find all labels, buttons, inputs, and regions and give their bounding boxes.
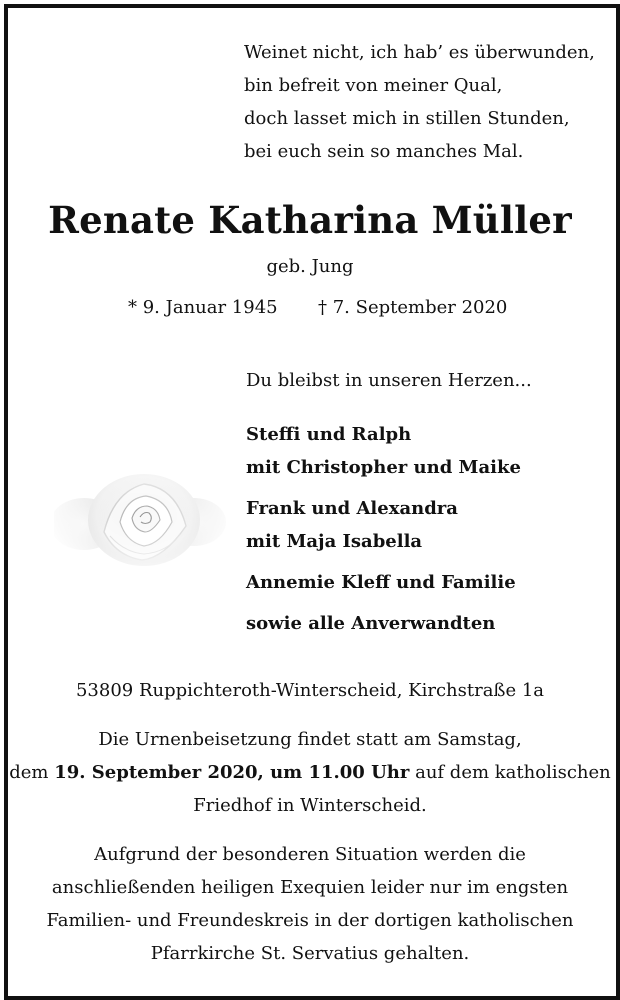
funeral-line: Die Urnenbeisetzung findet statt am Samstag, bbox=[98, 729, 522, 750]
funeral-date-time: 19. September 2020, um 11.00 Uhr bbox=[54, 762, 410, 783]
funeral-line-suffix: auf dem katholischen bbox=[409, 762, 611, 783]
poem-line: Weinet nicht, ich hab’ es überwunden, bbox=[244, 42, 595, 63]
mourner-line: Frank und Alexandra bbox=[246, 498, 458, 519]
mourners-subtitle: Du bleibst in unseren Herzen... bbox=[246, 370, 532, 391]
rose-image bbox=[54, 462, 226, 570]
maiden-name: geb. Jung bbox=[266, 256, 354, 277]
notice-line: Pfarrkirche St. Servatius gehalten. bbox=[150, 943, 470, 964]
death-date: † 7. September 2020 bbox=[318, 297, 508, 318]
mourner-line: mit Christopher und Maike bbox=[246, 457, 521, 478]
poem bbox=[244, 36, 594, 168]
notice-line: anschließenden heiligen Exequien leider nur im engsten bbox=[51, 877, 569, 898]
deceased-name: Renate Katharina Müller bbox=[48, 198, 572, 242]
notice-line: Aufgrund der besonderen Situation werden die bbox=[94, 844, 526, 865]
funeral-line-prefix: dem bbox=[9, 762, 55, 783]
poem-line: bei euch sein so manches Mal. bbox=[244, 141, 524, 162]
notice-line: Familien- und Freundeskreis in der dortigen katholischen bbox=[46, 910, 574, 931]
funeral-line: Friedhof in Winterscheid. bbox=[193, 795, 427, 816]
mourner-line: mit Maja Isabella bbox=[246, 531, 423, 552]
mourner-line: sowie alle Anverwandten bbox=[246, 613, 496, 634]
poem-line: bin befreit von meiner Qual, bbox=[244, 75, 503, 96]
mourner-line: Annemie Kleff und Familie bbox=[246, 572, 516, 593]
poem-line: doch lasset mich in stillen Stunden, bbox=[244, 108, 570, 129]
address: 53809 Ruppichteroth-Winterscheid, Kirchstraße 1a bbox=[75, 680, 545, 701]
funeral-line-date bbox=[0, 762, 620, 783]
mourner-line: Steffi und Ralph bbox=[246, 424, 412, 445]
birth-date: * 9. Januar 1945 bbox=[128, 297, 278, 318]
